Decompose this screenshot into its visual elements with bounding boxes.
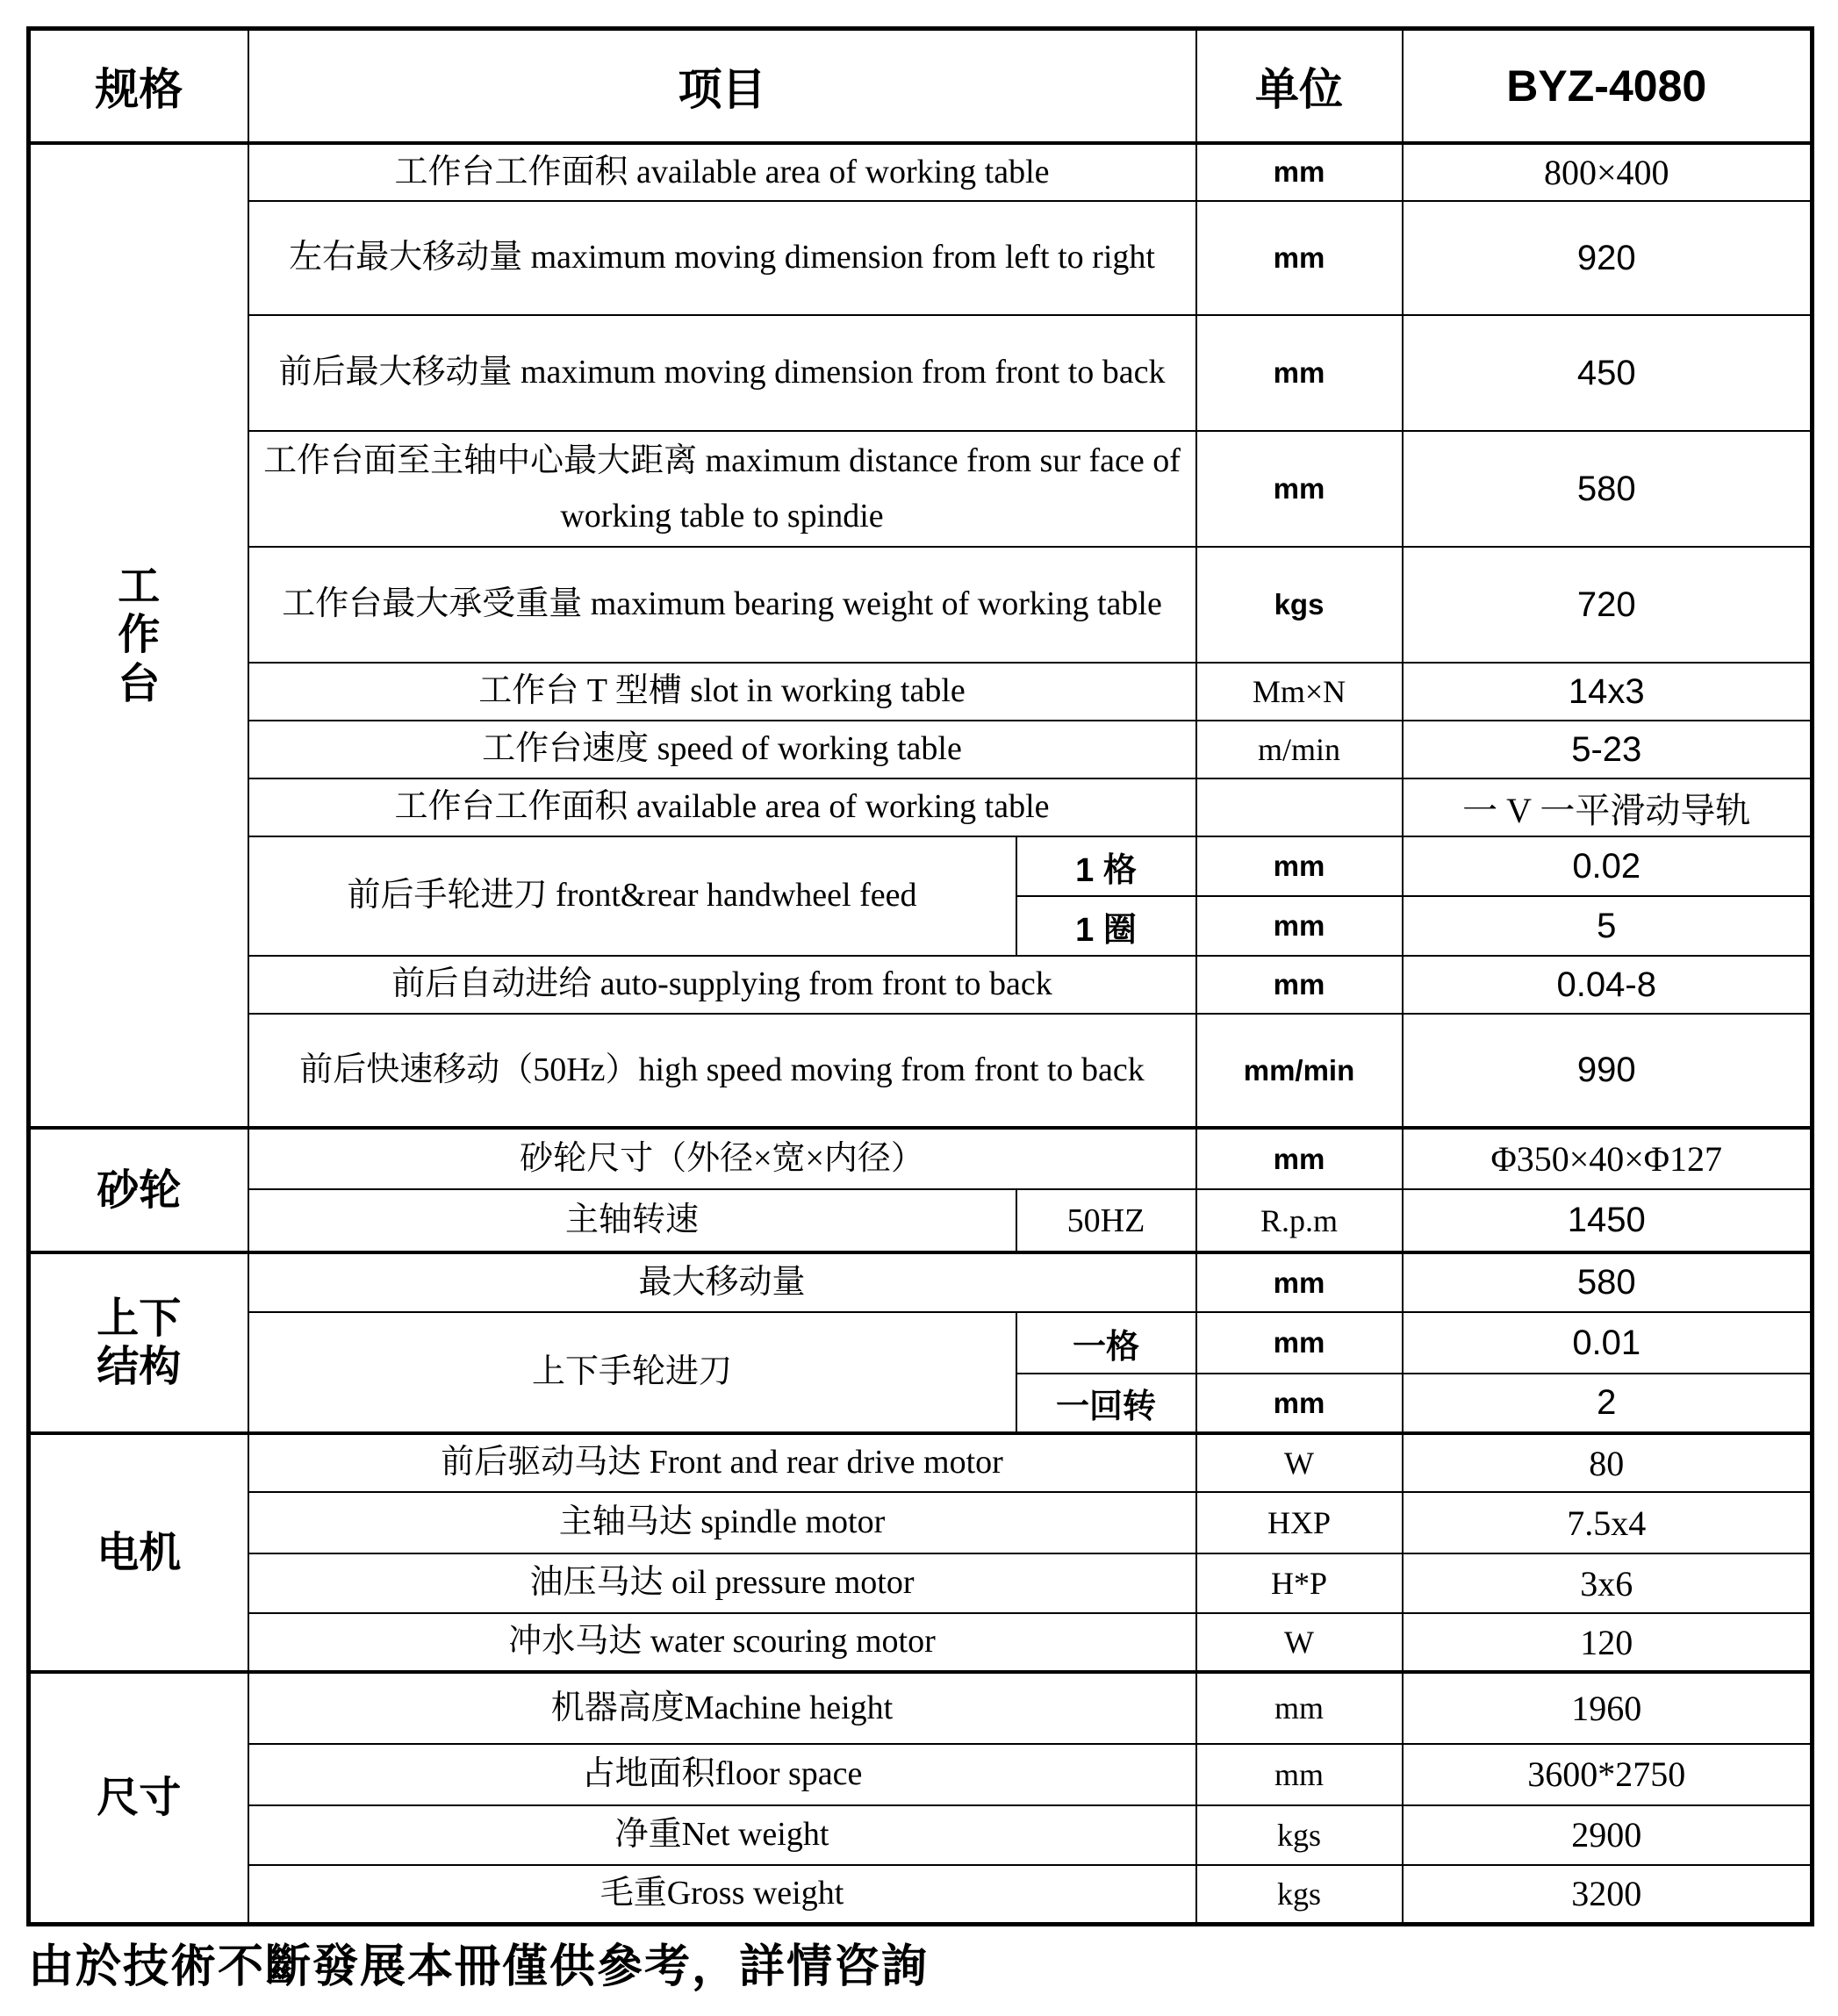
table-row [29,721,1813,778]
item-cell: 主轴马达 spindle motor [248,1492,1196,1553]
table-row [29,1492,1813,1553]
unit-cell: kgs [1196,547,1403,663]
item-cell: 工作台工作面积 available area of working table [248,778,1196,836]
table-row [29,1312,1813,1374]
unit-cell: mm [1196,143,1403,202]
item-cell: 净重Net weight [248,1805,1196,1865]
unit-cell: mm [1196,1672,1403,1744]
value-cell: 一 V 一平滑动导轨 [1403,778,1813,836]
unit-cell: mm [1196,836,1403,896]
item-cell: 工作台工作面积 available area of working table [248,143,1196,202]
unit-cell: W [1196,1433,1403,1492]
value-cell: 580 [1403,1252,1813,1312]
header-model: BYZ-4080 [1403,29,1813,143]
item-cell: 最大移动量 [248,1252,1196,1312]
value-cell: 0.01 [1403,1312,1813,1374]
item-cell: 上下手轮进刀 [248,1312,1016,1433]
unit-cell: mm [1196,1252,1403,1312]
item-cell: 工作台最大承受重量 maximum bearing weight of working table [248,547,1196,663]
table-row [29,1805,1813,1865]
value-cell: 720 [1403,547,1813,663]
table-header-row [29,29,1813,143]
sub-cell: 一格 [1016,1312,1196,1374]
group-label-motor: 电机 [29,1433,248,1672]
header-unit: 单位 [1196,29,1403,143]
value-cell: 1450 [1403,1189,1813,1252]
table-row [29,663,1813,721]
table-row [29,547,1813,663]
table-row [29,956,1813,1014]
value-cell: 5-23 [1403,721,1813,778]
value-cell: 0.04-8 [1403,956,1813,1014]
table-row [29,143,1813,202]
table-row [29,1553,1813,1613]
unit-cell: mm/min [1196,1014,1403,1128]
unit-cell: mm [1196,1312,1403,1374]
unit-cell: mm [1196,431,1403,547]
value-cell: 14x3 [1403,663,1813,721]
value-cell: 5 [1403,896,1813,956]
unit-cell: HXP [1196,1492,1403,1553]
table-row [29,1014,1813,1128]
value-cell: Φ350×40×Φ127 [1403,1128,1813,1189]
sub-cell: 1 格 [1016,836,1196,896]
item-cell: 前后快速移动（50Hz）high speed moving from front to back [248,1014,1196,1128]
item-cell: 前后手轮进刀 front&rear handwheel feed [248,836,1016,956]
unit-cell: mm [1196,1128,1403,1189]
value-cell: 3200 [1403,1865,1813,1924]
item-cell: 毛重Gross weight [248,1865,1196,1924]
item-cell: 占地面积floor space [248,1744,1196,1805]
group-label-wheel: 砂轮 [29,1128,248,1252]
item-cell: 左右最大移动量 maximum moving dimension from left to right [248,201,1196,315]
unit-cell: W [1196,1613,1403,1672]
table-row [29,778,1813,836]
value-cell: 800×400 [1403,143,1813,202]
unit-cell: mm [1196,1744,1403,1805]
value-cell: 990 [1403,1014,1813,1128]
spec-table [26,26,1814,1926]
group-label-text: 工作台 [118,563,161,707]
table-row [29,1613,1813,1672]
unit-cell: kgs [1196,1865,1403,1924]
item-cell: 工作台 T 型槽 slot in working table [248,663,1196,721]
item-cell: 工作台速度 speed of working table [248,721,1196,778]
header-item: 项目 [248,29,1196,143]
item-cell: 前后最大移动量 maximum moving dimension from front to back [248,315,1196,431]
sub-cell: 1 圈 [1016,896,1196,956]
table-row [29,1252,1813,1312]
unit-cell: mm [1196,1374,1403,1433]
item-cell: 工作台面至主轴中心最大距离 maximum distance from sur face of working table to spindie [248,431,1196,547]
value-cell: 580 [1403,431,1813,547]
value-cell: 2900 [1403,1805,1813,1865]
table-row [29,315,1813,431]
value-cell: 7.5x4 [1403,1492,1813,1553]
unit-cell: R.p.m [1196,1189,1403,1252]
table-row [29,1189,1813,1252]
item-cell: 机器高度Machine height [248,1672,1196,1744]
value-cell: 120 [1403,1613,1813,1672]
table-row [29,1128,1813,1189]
value-cell: 920 [1403,201,1813,315]
group-label-text: 上下结构 [97,1295,182,1391]
unit-cell: Mm×N [1196,663,1403,721]
item-cell: 油压马达 oil pressure motor [248,1553,1196,1613]
footer-note: 由於技術不斷發展本冊僅供參考，詳情咨詢 [28,1942,930,1992]
group-label-worktable [29,143,248,1129]
group-label-dimension: 尺寸 [29,1672,248,1924]
unit-cell: kgs [1196,1805,1403,1865]
unit-cell: m/min [1196,721,1403,778]
item-cell: 前后自动进给 auto-supplying from front to back [248,956,1196,1014]
value-cell: 1960 [1403,1672,1813,1744]
table-row [29,1744,1813,1805]
unit-cell: mm [1196,201,1403,315]
unit-cell: mm [1196,956,1403,1014]
value-cell: 3x6 [1403,1553,1813,1613]
value-cell: 450 [1403,315,1813,431]
value-cell: 0.02 [1403,836,1813,896]
sub-cell: 50HZ [1016,1189,1196,1252]
item-cell: 砂轮尺寸（外径×宽×内径） [248,1128,1196,1189]
unit-cell: mm [1196,896,1403,956]
unit-cell [1196,778,1403,836]
unit-cell: H*P [1196,1553,1403,1613]
group-label-updown [29,1252,248,1433]
table-row [29,1865,1813,1924]
value-cell: 2 [1403,1374,1813,1433]
item-cell: 前后驱动马达 Front and rear drive motor [248,1433,1196,1492]
table-row [29,1433,1813,1492]
table-row [29,1672,1813,1744]
value-cell: 3600*2750 [1403,1744,1813,1805]
header-spec: 规格 [29,29,248,143]
table-row [29,431,1813,547]
table-row [29,836,1813,896]
item-cell: 冲水马达 water scouring motor [248,1613,1196,1672]
value-cell: 80 [1403,1433,1813,1492]
unit-cell: mm [1196,315,1403,431]
table-row [29,201,1813,315]
sub-cell: 一回转 [1016,1374,1196,1433]
item-cell: 主轴转速 [248,1189,1016,1252]
